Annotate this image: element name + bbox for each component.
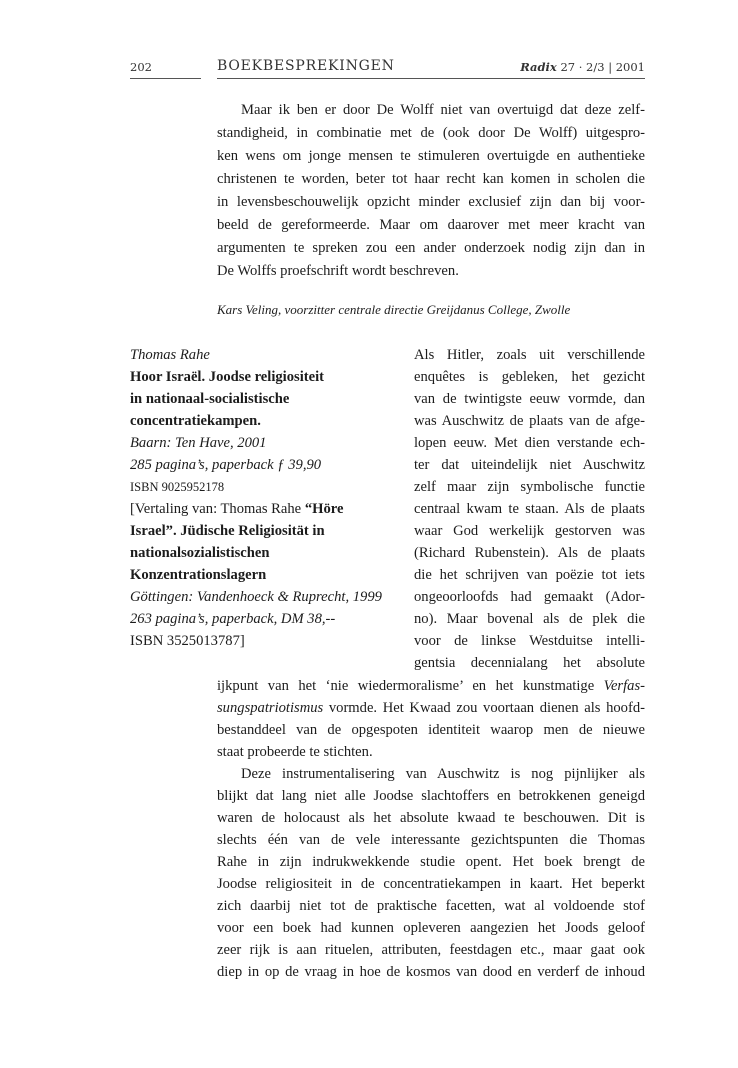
text-line: argumenten te spreken zou een ander onderzoek nodig zijn dan in [217, 240, 645, 256]
text-line: was Auschwitz de plaats van de afge- [414, 413, 645, 429]
text-line: centraal kwam te staan. Als de plaats [414, 501, 645, 517]
translation-prefix: [Vertaling van: Thomas Rahe [130, 501, 305, 517]
text-line: gentsia decennialang het absolute [414, 655, 645, 671]
text-line: zich daarbij niet tot de praktische facetten, wat al voldoende stof [217, 898, 645, 914]
text-line: ken wens om jonge mensen te stimuleren overtuigde en authentieke [217, 148, 645, 164]
text-line: standigheid, in combinatie met de (ook door De Wolff) uitgespro- [217, 125, 645, 141]
text-line: zelf maar zijn symbolische functie [414, 479, 645, 495]
original-title: Israel”. Jüdische Religiosität in [130, 523, 325, 539]
book-title: in nationaal-socialistische [130, 391, 290, 407]
text-line: diep in op de vraag in hoe de kosmos van dood en verderf de inhoud [217, 964, 645, 980]
text-line: ongeoorloofds had gemaakt (Ador- [414, 589, 645, 605]
text-line: die het schrijven van poëzie tot iets [414, 567, 645, 583]
text-run-italic: sungspatriotismus [217, 700, 324, 716]
text-line: van de twintigste eeuw vormde, dan [414, 391, 645, 407]
text-run: vormde. Het Kwaad zou voortaan dienen als hoofd- [323, 700, 645, 716]
text-line: voor de linkse Westduitse intelli- [414, 633, 645, 649]
text-line: Als Hitler, zoals uit verschillende [414, 347, 645, 363]
text-line: waren de holocaust als het absolute kwaad te beschouwen. Dit is [217, 810, 645, 826]
original-title: Konzentrationslagern [130, 567, 267, 583]
header-rule-right [217, 78, 645, 79]
text-line: zeer rijk is aan rituelen, attributen, feestdagen etc., maar gaat ook [217, 942, 645, 958]
text-line: blijkt dat lang niet alle Joodse slachtoffers en betrokkenen geneigd [217, 788, 645, 804]
reviewer-signature: Kars Veling, voorzitter centrale directie Greijdanus College, Zwolle [217, 302, 571, 317]
text-run-italic: Verfas- [603, 678, 645, 694]
text-run: ijkpunt van het ‘nie wiedermoralisme’ en het kunstmatige [217, 678, 604, 694]
book-title: Hoor Israël. Joodse religiositeit [130, 369, 325, 385]
text-line: De Wolffs proefschrift wordt beschreven. [217, 263, 459, 279]
text-line: staat probeerde te stichten. [217, 744, 373, 760]
section-title: BOEKBESPREKINGEN [217, 58, 395, 74]
book-publisher: Baarn: Ten Have, 2001 [130, 435, 267, 451]
original-publisher: Göttingen: Vandenhoeck & Ruprecht, 1999 [130, 589, 382, 605]
original-title: “Höre [304, 501, 344, 517]
text-line: Deze instrumentalisering van Auschwitz is nog pijnlijker als [241, 766, 645, 782]
header-rule-left [130, 78, 201, 79]
book-title: concentratiekampen. [130, 413, 261, 429]
book-pages-price: 285 pagina’s, paperback ƒ 39,90 [130, 457, 322, 473]
text-line [217, 697, 645, 719]
text-line: bestanddeel van de opgespoten identiteit waarop men de nieuwe [217, 722, 645, 738]
text-line: Joodse religiositeit in de concentratiekampen in kaart. Het beperkt [217, 876, 645, 892]
text-line: no). Maar bovenal als de plek die [414, 611, 645, 627]
text-line: christenen te worden, beter tot haar recht kan komen in scholen die [217, 171, 645, 187]
book-author: Thomas Rahe [130, 347, 210, 363]
text-line: voor een boek had kunnen opleveren aangezien het Joods geloof [217, 920, 645, 936]
text-line: waar God werkelijk gestorven was [414, 523, 645, 539]
translation-note [130, 498, 343, 520]
text-line: enquêtes is gebleken, het gezicht [414, 369, 645, 385]
text-line [217, 675, 645, 697]
journal-reference [520, 60, 645, 74]
page-number: 202 [130, 60, 152, 74]
text-line: in levensbeschouwelijk opzicht minder exclusief zijn dan bij voor- [217, 194, 645, 210]
journal-issue: 27 · 2/3 | 2001 [560, 60, 645, 74]
text-line: slechts één van de vele interessante gezichtspunten die Thomas [217, 832, 645, 848]
text-line: Rahe in zijn indrukwekkende studie opent. Het boek brengt de [217, 854, 645, 870]
book-isbn: ISBN 9025952178 [130, 480, 225, 494]
original-title: nationalsozialistischen [130, 545, 270, 561]
text-line: lopen eeuw. Met dien verstande ech- [414, 435, 645, 451]
original-pages-price: 263 pagina’s, paperback, DM 38,-- [130, 611, 336, 627]
text-line: Maar ik ben er door De Wolff niet van overtuigd dat deze zelf- [241, 102, 645, 118]
text-line: beeld de gereformeerde. Maar om daarover met meer kracht van [217, 217, 645, 233]
original-isbn: ISBN 3525013787] [130, 633, 245, 649]
journal-name: Radix [520, 60, 557, 74]
text-line: (Richard Rubenstein). Als de plaats [414, 545, 645, 561]
text-line: ter dat uiteindelijk niet Auschwitz [414, 457, 645, 473]
